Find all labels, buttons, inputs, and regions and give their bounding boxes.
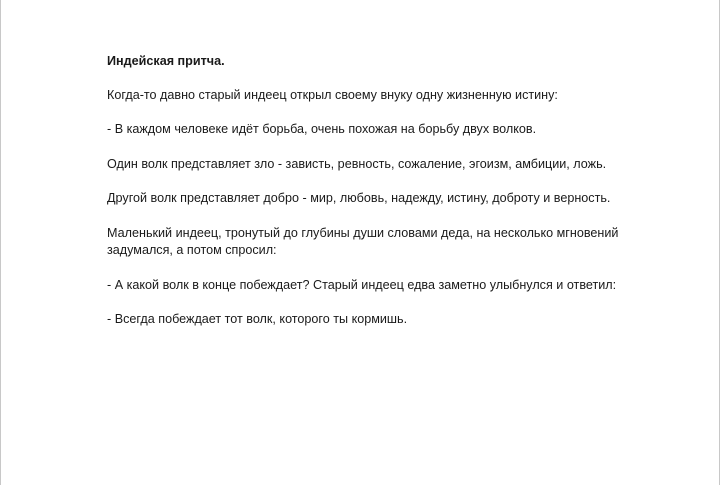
paragraph-good-wolf: Другой волк представляет добро - мир, любовь, надежду, истину, доброту и верность. (107, 191, 611, 205)
paragraph-struggle: - В каждом человеке идёт борьба, очень похожая на борьбу двух волков. (107, 122, 537, 136)
paragraph-answer: - Всегда побеждает тот волк, которого ты кормишь. (107, 312, 408, 326)
document-body (107, 53, 667, 346)
paragraph-evil-wolf: Один волк представляет зло - зависть, ревность, сожаление, эгоизм, амбиции, ложь. (107, 156, 607, 171)
paragraph-question: - А какой волк в конце побеждает? Старый индеец едва заметно улыбнулся и ответил: (107, 277, 617, 292)
document-title: Индейская притча. (107, 54, 225, 68)
paragraph-grandson: Маленький индеец, тронутый до глубины души словами деда, на несколько мгновений задумался, а потом спросил: (107, 225, 619, 257)
paragraph-intro: Когда-то давно старый индеец открыл своему внуку одну жизненную истину: (107, 87, 558, 102)
